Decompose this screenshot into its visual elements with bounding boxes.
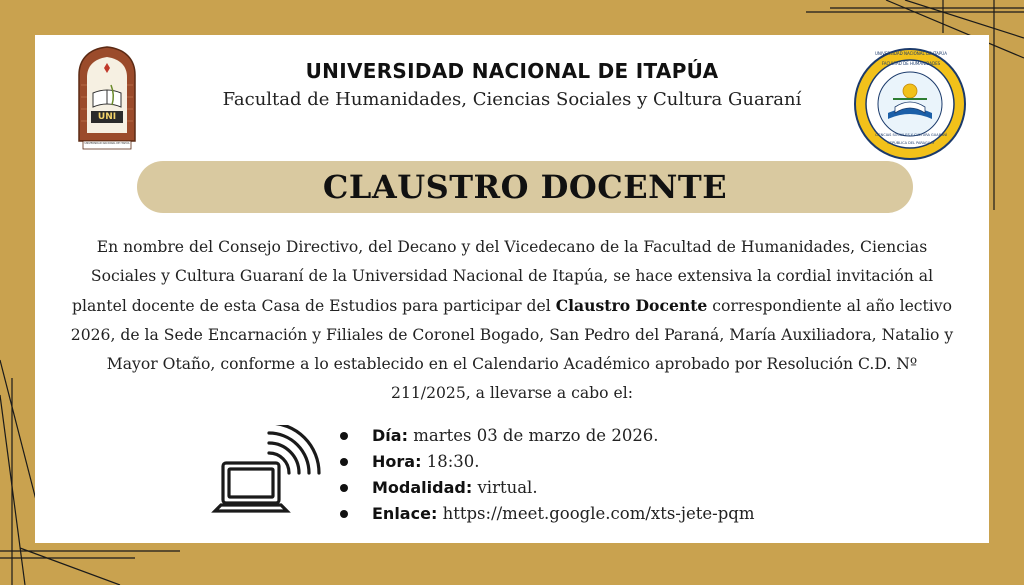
detail-date-label: Día: bbox=[372, 426, 408, 445]
uni-shield-logo-icon bbox=[77, 45, 137, 153]
invitation-text-part2: correspondiente al año lectivo 2026, de la Sede Encarnación y Filiales de Coronel Bogado, San Pedro del Paraná, María Auxiliadora, Natalio y Mayor Otaño, conforme a lo establecido en el Calendario Académico aprobado por Resolución C.D. Nº 211/2025, a llevarse a cabo el: bbox=[70, 297, 954, 402]
event-title: CLAUSTRO DOCENTE bbox=[322, 168, 728, 206]
detail-date bbox=[338, 423, 858, 449]
invitation-card bbox=[35, 35, 989, 543]
university-title: UNIVERSIDAD NACIONAL DE ITAPÚA bbox=[305, 59, 719, 83]
bullet-icon bbox=[340, 432, 348, 440]
bullet-icon bbox=[340, 458, 348, 466]
detail-time bbox=[338, 449, 858, 475]
invitation-paragraph bbox=[65, 233, 959, 408]
faculty-title: Facultad de Humanidades, Ciencias Sociales y Cultura Guaraní bbox=[222, 89, 802, 110]
detail-date-value: martes 03 de marzo de 2026. bbox=[407, 426, 659, 445]
event-details-list bbox=[338, 423, 858, 527]
detail-time-value: 18:30. bbox=[421, 452, 480, 471]
detail-link-label: Enlace: bbox=[372, 504, 438, 523]
laptop-broadcast-icon bbox=[211, 425, 321, 525]
logo-right-country-text: REPÚBLICA DEL PARAGUAY bbox=[887, 141, 935, 145]
logo-left-text: UNI bbox=[97, 112, 117, 122]
logo-right-top-text: UNIVERSIDAD NACIONAL DE ITAPÚA bbox=[875, 51, 947, 56]
logo-right-ring-text: FACULTAD DE HUMANIDADES bbox=[881, 61, 941, 66]
bullet-icon bbox=[340, 484, 348, 492]
meeting-link[interactable]: https://meet.google.com/xts-jete-pqm bbox=[437, 504, 755, 523]
detail-link bbox=[338, 501, 858, 527]
title-banner bbox=[137, 161, 913, 213]
detail-modality-label: Modalidad: bbox=[372, 478, 473, 497]
logo-left-caption: UNIVERSIDAD NACIONAL DE ITAPÚA bbox=[84, 142, 130, 145]
detail-modality-value: virtual. bbox=[472, 478, 538, 497]
logo-right-bottom-text: CIENCIAS SOCIALES Y CULTURA GUARANÍ bbox=[874, 133, 948, 137]
invitation-text-part1: En nombre del Consejo Directivo, del Decano y del Vicedecano de la Facultad de Humanidades, Ciencias Sociales y Cultura Guaraní de la Universidad Nacional de Itapúa, se hace extensiva la cordial invitación al plantel docente de esta Casa de Estudios para participar del bbox=[72, 238, 934, 315]
detail-time-label: Hora: bbox=[372, 452, 422, 471]
bullet-icon bbox=[340, 510, 348, 518]
invitation-highlight: Claustro Docente bbox=[555, 296, 708, 315]
detail-modality bbox=[338, 475, 858, 501]
